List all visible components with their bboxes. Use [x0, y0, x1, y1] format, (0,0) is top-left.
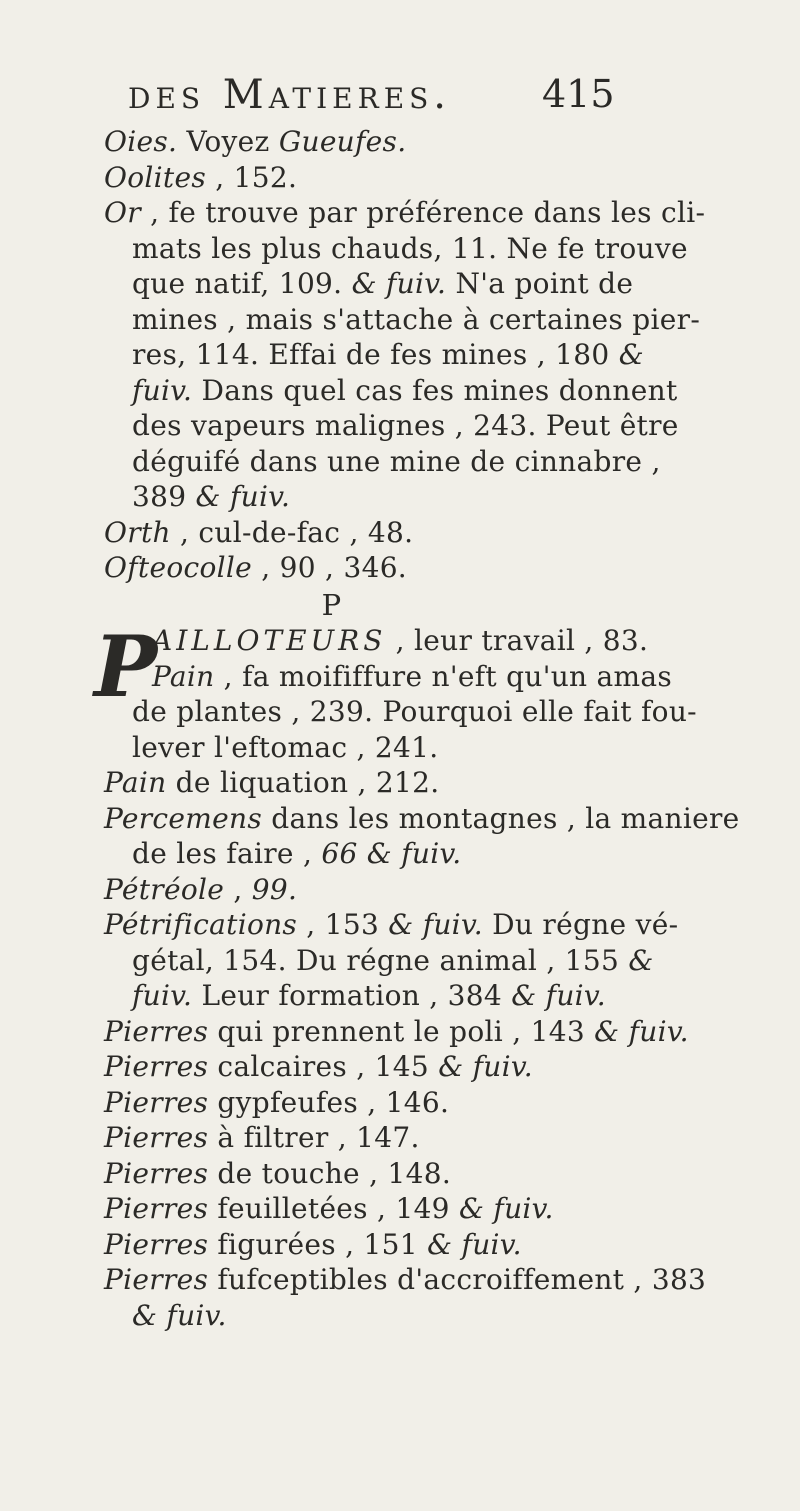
index-line: 389 & fuiv. [132, 480, 291, 513]
page-number: 415 [542, 72, 615, 116]
index-line: Pierres feuilletées , 149 & fuiv. [104, 1192, 554, 1225]
index-line: gétal, 154. Du régne animal , 155 & [132, 943, 654, 977]
index-line: Pétrifications , 153 & fuiv. Du régne vé- [104, 908, 679, 941]
index-line: fuiv. Dans quel cas fes mines donnent [132, 373, 678, 407]
index-line: Pain de liquation , 212. [104, 766, 440, 799]
index-line: Pétréole , 99. [104, 872, 298, 906]
running-title: des Matieres. [128, 72, 452, 118]
index-line: des vapeurs malignes , 243. Peut être [132, 409, 679, 442]
index-line: lever l'eftomac , 241. [132, 730, 439, 764]
index-line: Pierres figurées , 151 & fuiv. [104, 1227, 522, 1261]
index-entries [94, 124, 794, 1333]
index-line: Pierres de touche , 148. [104, 1156, 452, 1190]
index-line: Pierres calcaires , 145 & fuiv. [104, 1050, 533, 1083]
index-line: res, 114. Effai de fes mines , 180 & [132, 338, 644, 371]
index-line: Oolites , 152. [104, 160, 298, 194]
index-line: AILLOTEURS , leur travail , 83. [152, 624, 649, 657]
index-line: Oies. Voyez Gueufes. [104, 125, 407, 158]
index-line: mines , mais s'attache à certaines pier- [132, 302, 701, 336]
index-line: fuiv. Leur formation , 384 & fuiv. [132, 979, 606, 1012]
index-line: de plantes , 239. Pourquoi elle fait fou- [132, 695, 697, 728]
index-line: que natif, 109. & fuiv. N'a point de [132, 267, 634, 300]
index-line: Orth , cul-de-fac , 48. [104, 515, 414, 549]
index-line: Pierres fufceptibles d'accroiffement , 383 [104, 1263, 707, 1296]
section-letter: P [321, 587, 342, 622]
index-line: Ofteocolle , 90 , 346. [104, 551, 408, 584]
index-line: déguifé dans une mine de cinnabre , [132, 444, 661, 478]
index-line: Pierres qui prennent le poli , 143 & fuiv. [104, 1014, 689, 1048]
index-line: & fuiv. [132, 1298, 227, 1332]
index-line: Pierres gypfeufes , 146. [104, 1085, 450, 1119]
dropcap: P [94, 617, 158, 716]
index-line: mats les plus chauds, 11. Ne fe trouve [132, 231, 688, 265]
index-line: Percemens dans les montagnes , la maniere [104, 801, 740, 835]
index-line: Pierres à filtrer , 147. [104, 1121, 420, 1154]
index-line: de les faire , 66 & fuiv. [132, 837, 462, 870]
index-line: Pain , fa moififfure n'eft qu'un amas [152, 659, 673, 693]
index-line: Or , fe trouve par préférence dans les cli- [104, 196, 706, 229]
